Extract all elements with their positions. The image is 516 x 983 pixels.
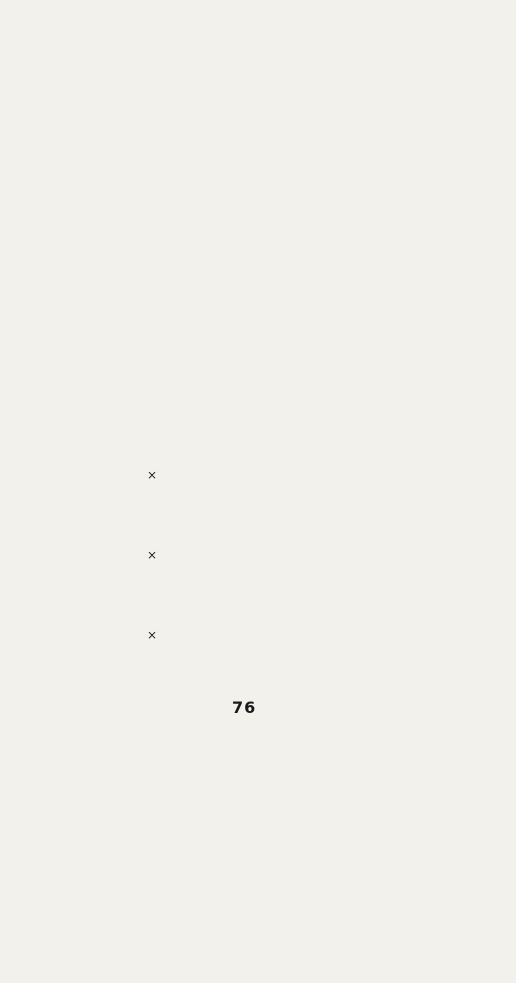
separator-mark: × xyxy=(147,548,158,562)
page-number: 76 xyxy=(232,698,257,717)
separator-mark: × xyxy=(147,468,158,482)
text-column xyxy=(80,300,516,680)
text-column xyxy=(96,24,516,324)
separator-mark: × xyxy=(147,628,158,642)
